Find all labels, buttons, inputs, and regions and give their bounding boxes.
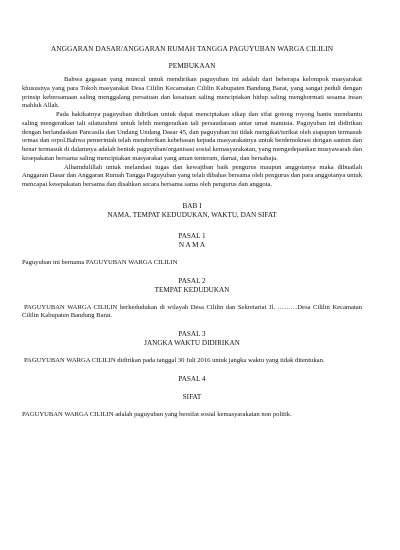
- bab-1-heading: NAMA, TEMPAT KEDUDUKAN, WAKTU, DAN SIFAT: [107, 210, 277, 219]
- pasal-3-label: PASAL 3: [178, 330, 206, 339]
- pasal-3-heading: JANGKA WAKTU DIDIRIKAN: [144, 339, 240, 348]
- preamble-heading: PEMBUKAAN: [168, 61, 216, 70]
- pasal-4-label: PASAL 4: [178, 375, 206, 384]
- pasal-4-text: PAGUYUBAN WARGA CILILIN adalah paguyuban yang bersifat sosial kemasyarakatan non politik.: [22, 411, 292, 419]
- pasal-1-label: PASAL 1: [178, 231, 206, 240]
- bab-1-label: BAB I: [182, 201, 202, 210]
- document-title: ANGGARAN DASAR/ANGGARAN RUMAH TANGGA PAGUYUBAN WARGA CILILIN: [50, 44, 334, 53]
- pasal-3-text: PAGUYUBAN WARGA CILILIN didirikan pada tanggal 30 Juli 2016 untuk jangka waktu yang tidak ditentukan.: [24, 357, 325, 365]
- pasal-2-label: PASAL 2: [178, 276, 206, 285]
- pasal-1-heading: N A M A: [178, 240, 206, 249]
- pasal-1-text: Paguyuban ini bernama PAGUYUBAN WARGA CILILIN: [22, 258, 178, 266]
- preamble-paragraph-2: Pada hakikatnya paguyuban didirikan untuk dapat menciptakan sikap dan sifat gotong royong bantu membantu saling mengeratkan tali silaturahmi untuk lebih mengeratkan tali persaudaraan antar umat manusia. Paguyuban ini didirikan dengan berlandaskan Pancasila dan Undang Undang Dasar 45, dan paguyuban ini tidak mengikat/terikat oleh siapapun termasuk ormas dan orpol.Bahwa pemerintah telah memberikan kebebasan kepada masyarakatnya untuk berdemokrasi dengan santun dan benar termasuk di dalamnya adalah bentuk paguyuban/organisasi sosial kemasyarakatan, yang mengedepankan musyawarah dan kesepakatan bersama saling menciptakan masyarakat yang aman tenteram, damai, dan bersahaja.: [22, 111, 362, 162]
- pasal-4-heading: SIFAT: [182, 393, 202, 402]
- pasal-2-text: PAGUYUBAN WARGA CILILIN berkedudukan di wilayah Desa Cililin dan Sekretariat Jl. ………Desa Cililin Kecamatan Cililin Kabupaten Bandung Barat.: [22, 303, 362, 320]
- pasal-2-heading: TEMPAT KEDUDUKAN: [154, 285, 230, 294]
- preamble-paragraph-1: Bahwa gagasan yang muncul untuk mendirikan paguyuban ini adalah dari beberapa kelompok masyarakat khususnya yang para Tokoh masyarakat Desa Cililin Kecamatan Cililin Kabupaten Bandung Barat, yang sangat peduli dengan prinsip kebersamaan saling menggalang persatuan dan kesatuan saling menciptakan hidup saling menghormati sesama insan mahluk Allah.: [22, 76, 362, 110]
- preamble-paragraph-3: Alhamdulillah untuk melandasi tugas dan kewajiban baik pengurus maupun anggotanya maka dibuatlah Anggaran Dasar dan Anggaran Rumah Tangga Paguyuban yang telah dibahas bersama oleh pengurus dan para anggotanya untuk mencapai kesepakatan bersama dan disahkan secara bersama sama oleh pengurus dan anggota.: [22, 163, 362, 189]
